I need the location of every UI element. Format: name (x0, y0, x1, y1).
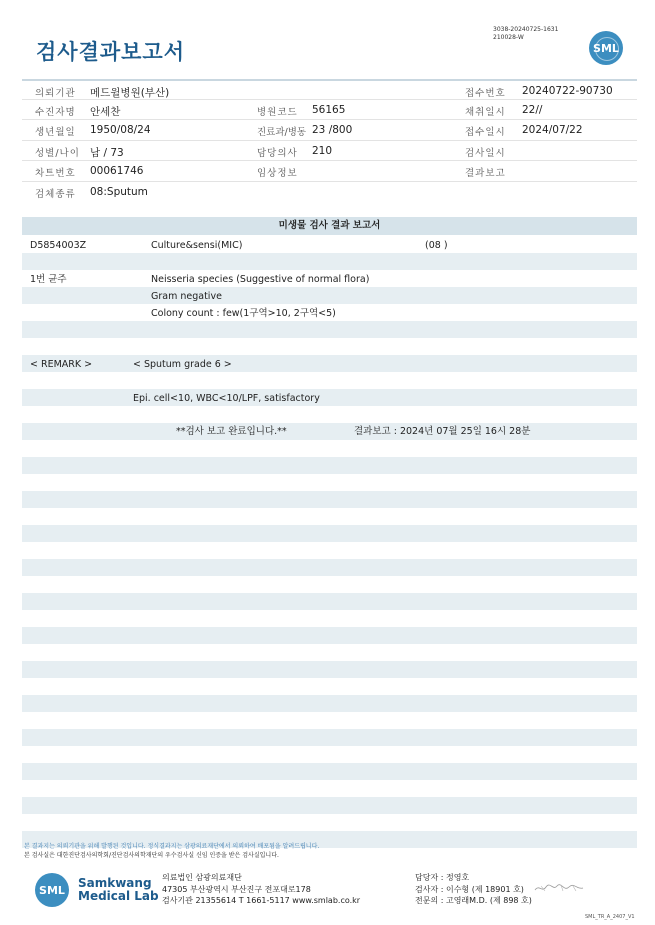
test-code: D5854003Z (30, 240, 87, 251)
document-code-line2: 210028-W (493, 34, 524, 41)
result-row-stripe (22, 389, 637, 406)
org-address: 47305 부산광역시 부산진구 전포대로178 (162, 884, 311, 894)
result-row-stripe (22, 729, 637, 746)
result-row-stripe (22, 287, 637, 304)
value-chart-no: 00061746 (90, 165, 144, 177)
result-row-stripe (22, 423, 637, 440)
info-row-6 (22, 182, 637, 203)
label-sex-age: 성별/나이 (35, 147, 80, 159)
label-department-ward: 진료과/병동 (257, 127, 307, 138)
value-specimen-type: 08:Sputum (90, 185, 148, 198)
footer-note-primary: 본 결과지는 의뢰기관을 위해 발행된 것입니다. 정식결과지는 삼광의료재단에서 의뢰하여 배포됨을 알려드립니다. (24, 843, 320, 850)
sputum-grade: < Sputum grade 6 > (133, 359, 232, 370)
result-row-stripe (22, 253, 637, 270)
info-row-3 (22, 120, 637, 141)
info-row-4 (22, 141, 637, 162)
organization-info (162, 872, 360, 907)
result-row-stripe (22, 797, 637, 814)
result-section-title: 미생물 검사 결과 보고서 (22, 217, 637, 235)
organism-label: 1번 균주 (30, 274, 67, 285)
label-received-date: 접수일시 (465, 127, 506, 138)
label-chart-no: 차트번호 (35, 168, 76, 179)
info-row-1 (22, 79, 637, 100)
value-physician: 210 (312, 144, 333, 157)
value-patient-name: 안세찬 (90, 105, 121, 118)
result-row-stripe (22, 627, 637, 644)
label-collection-date: 채취일시 (465, 106, 506, 118)
value-accession-no: 20240722-90730 (522, 85, 613, 97)
document-code (493, 26, 558, 42)
epi-cell-result: Epi. cell<10, WBC<10/LPF, satisfactory (133, 393, 320, 404)
report-title: 검사결과보고서 (36, 40, 186, 64)
staff-specialist: 전문의 : 고영래M.D. (제 898 호) (415, 896, 532, 905)
brand-name (78, 877, 159, 903)
report-time: 결과보고 : 2024년 07월 25일 16시 28분 (354, 426, 531, 437)
brand-line1: Samkwang (78, 876, 152, 890)
info-row-5 (22, 161, 637, 182)
result-row-stripe (22, 321, 637, 338)
remark-label: < REMARK > (30, 359, 93, 370)
label-test-date: 검사일시 (465, 147, 506, 159)
result-row-stripe (22, 661, 637, 678)
sml-footer-logo-icon: SML (35, 873, 69, 907)
label-result-report: 결과보고 (465, 168, 506, 179)
signature-icon (533, 882, 585, 894)
colony-count: Colony count : few(1구역>10, 2구역<5) (151, 308, 336, 319)
staff-manager: 담당자 : 정영호 (415, 873, 470, 882)
label-birth-date: 생년월일 (35, 127, 76, 138)
value-department-ward: 23 /800 (312, 124, 353, 136)
report-complete-text: **검사 보고 완료입니다.** (176, 426, 287, 437)
result-row-stripe (22, 457, 637, 474)
patient-info-table (22, 79, 637, 202)
label-hospital-code: 병원코드 (257, 106, 298, 118)
test-name: Culture&sensi(MIC) (151, 240, 243, 251)
test-spec: (08 ) (425, 240, 448, 251)
label-specimen-type: 검체종류 (35, 188, 76, 200)
footer-note-certification: 본 검사실은 대한진단검사의학회/진단검사의학재단의 우수검사실 신임 인증을 받은 검사실입니다. (24, 852, 279, 859)
result-row-stripe (22, 559, 637, 576)
result-row-stripe (22, 695, 637, 712)
staff-tester: 검사자 : 이수형 (제 18901 호) (415, 884, 524, 894)
sml-logo-icon: SML (589, 31, 623, 65)
label-physician: 담당의사 (257, 147, 298, 159)
org-contact: 검사기관 21355614 T 1661-5117 www.smlab.co.kr (162, 896, 361, 905)
result-row-stripe (22, 593, 637, 610)
document-code-line1: 3038-20240725-1631 (493, 26, 559, 33)
label-requester: 의뢰기관 (35, 88, 76, 99)
label-patient-name: 수진자명 (35, 106, 76, 118)
result-row-stripe (22, 525, 637, 542)
result-row-stripe (22, 355, 637, 372)
gram-stain: Gram negative (151, 291, 222, 302)
form-code: SML_TR_A_2407_V1 (585, 914, 635, 920)
staff-info (415, 872, 532, 907)
value-birth-date: 1950/08/24 (90, 124, 151, 136)
value-sex-age: 남 / 73 (90, 146, 124, 159)
info-row-2 (22, 100, 637, 121)
value-hospital-code: 56165 (312, 103, 346, 116)
organism-name: Neisseria species (Suggestive of normal flora) (151, 274, 370, 285)
value-received-date: 2024/07/22 (522, 124, 583, 136)
label-accession-no: 접수번호 (465, 88, 506, 99)
result-row-stripe (22, 763, 637, 780)
value-requester: 메드윌병원(부산) (90, 87, 170, 99)
org-name: 의료법인 삼광의료재단 (162, 873, 242, 882)
result-row-stripe (22, 491, 637, 508)
label-clinical-info: 임상정보 (257, 168, 298, 179)
brand-line2: Medical Lab (78, 889, 159, 903)
value-collection-date: 22// (522, 103, 543, 116)
